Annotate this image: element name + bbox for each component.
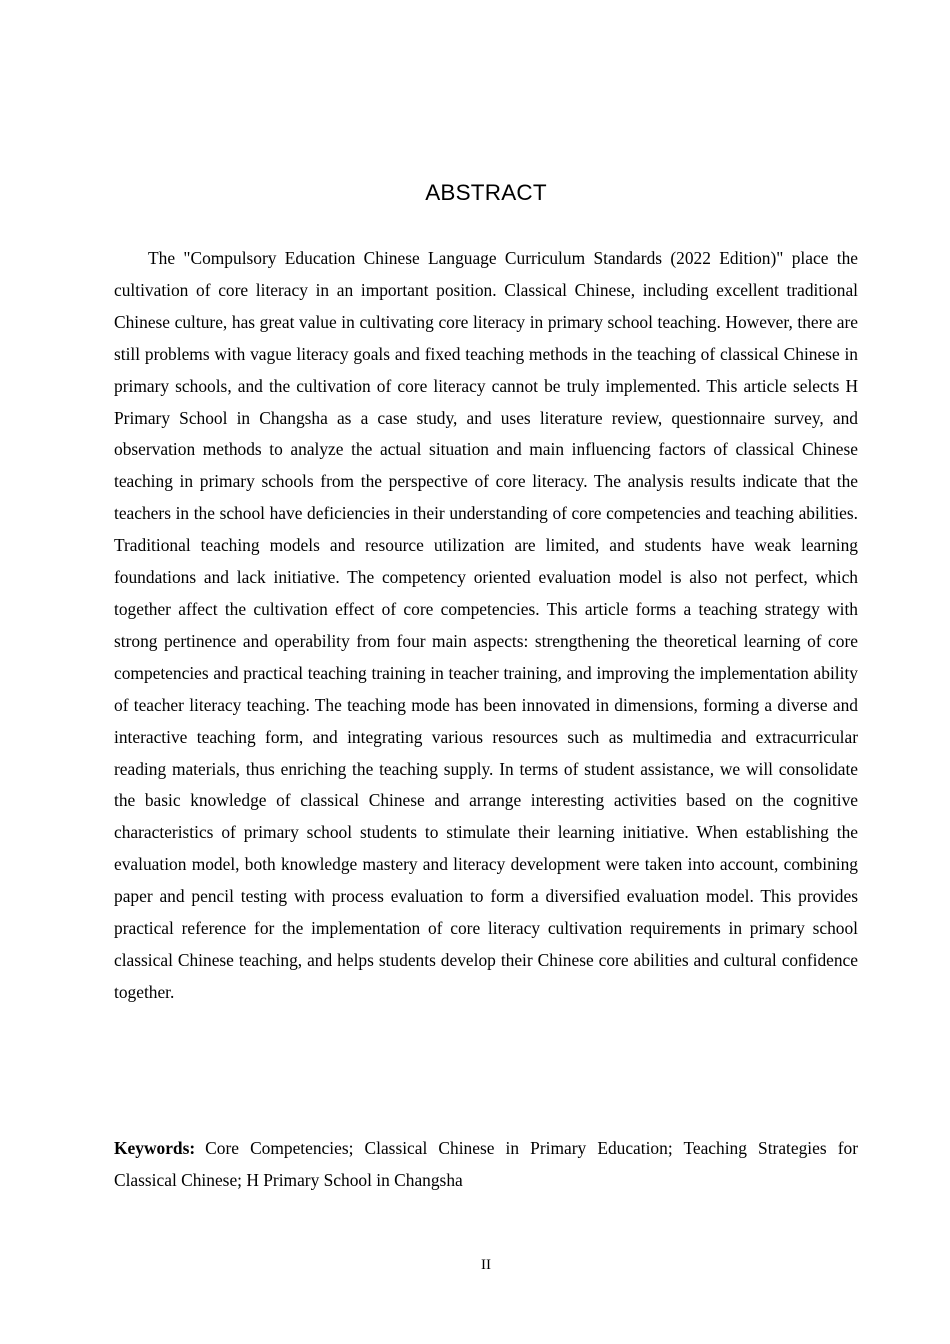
- keywords-label: Keywords:: [114, 1138, 196, 1158]
- abstract-body: The "Compulsory Education Chinese Language Curriculum Standards (2022 Edition)" place the cultivation of core literacy in an important position. Classical Chinese, including excellent traditional Chinese culture, has great value in cultivating core literacy in primary school teaching. However, there are still problems with vague literacy goals and fixed teaching methods in the teaching of classical Chinese in primary schools, and the cultivation of core literacy cannot be truly implemented. This article selects H Primary School in Changsha as a case study, and uses literature review, questionnaire survey, and observation methods to analyze the actual situation and main influencing factors of classical Chinese teaching in primary schools from the perspective of core literacy. The analysis results indicate that the teachers in the school have deficiencies in their understanding of core competencies and teaching abilities. Traditional teaching models and resource utilization are limited, and students have weak learning foundations and lack initiative. The competency oriented evaluation model is also not perfect, which together affect the cultivation effect of core competencies. This article forms a teaching strategy with strong pertinence and operability from four main aspects: strengthening the theoretical learning of core competencies and practical teaching training in teacher training, and improving the implementation ability of teacher literacy teaching. The teaching mode has been innovated in dimensions, forming a diverse and interactive teaching form, and integrating various resources such as multimedia and extracurricular reading materials, thus enriching the teaching supply. In terms of student assistance, we will consolidate the basic knowledge of classical Chinese and arrange interesting activities based on the cognitive characteristics of primary school students to stimulate their learning initiative. When establishing the evaluation model, both knowledge mastery and literacy development were taken into account, combining paper and pencil testing with process evaluation to form a diversified evaluation model. This provides practical reference for the implementation of core literacy cultivation requirements in primary school classical Chinese teaching, and helps students develop their Chinese core abilities and cultural confidence together.: [114, 248, 858, 1002]
- abstract-title: ABSTRACT: [425, 180, 547, 205]
- keywords-list: Core Competencies; Classical Chinese in Primary Education; Teaching Strategies for Classical Chinese; H Primary School in Changsha: [114, 1138, 858, 1190]
- keywords-section: [114, 1133, 858, 1197]
- page-number: II: [481, 1257, 491, 1273]
